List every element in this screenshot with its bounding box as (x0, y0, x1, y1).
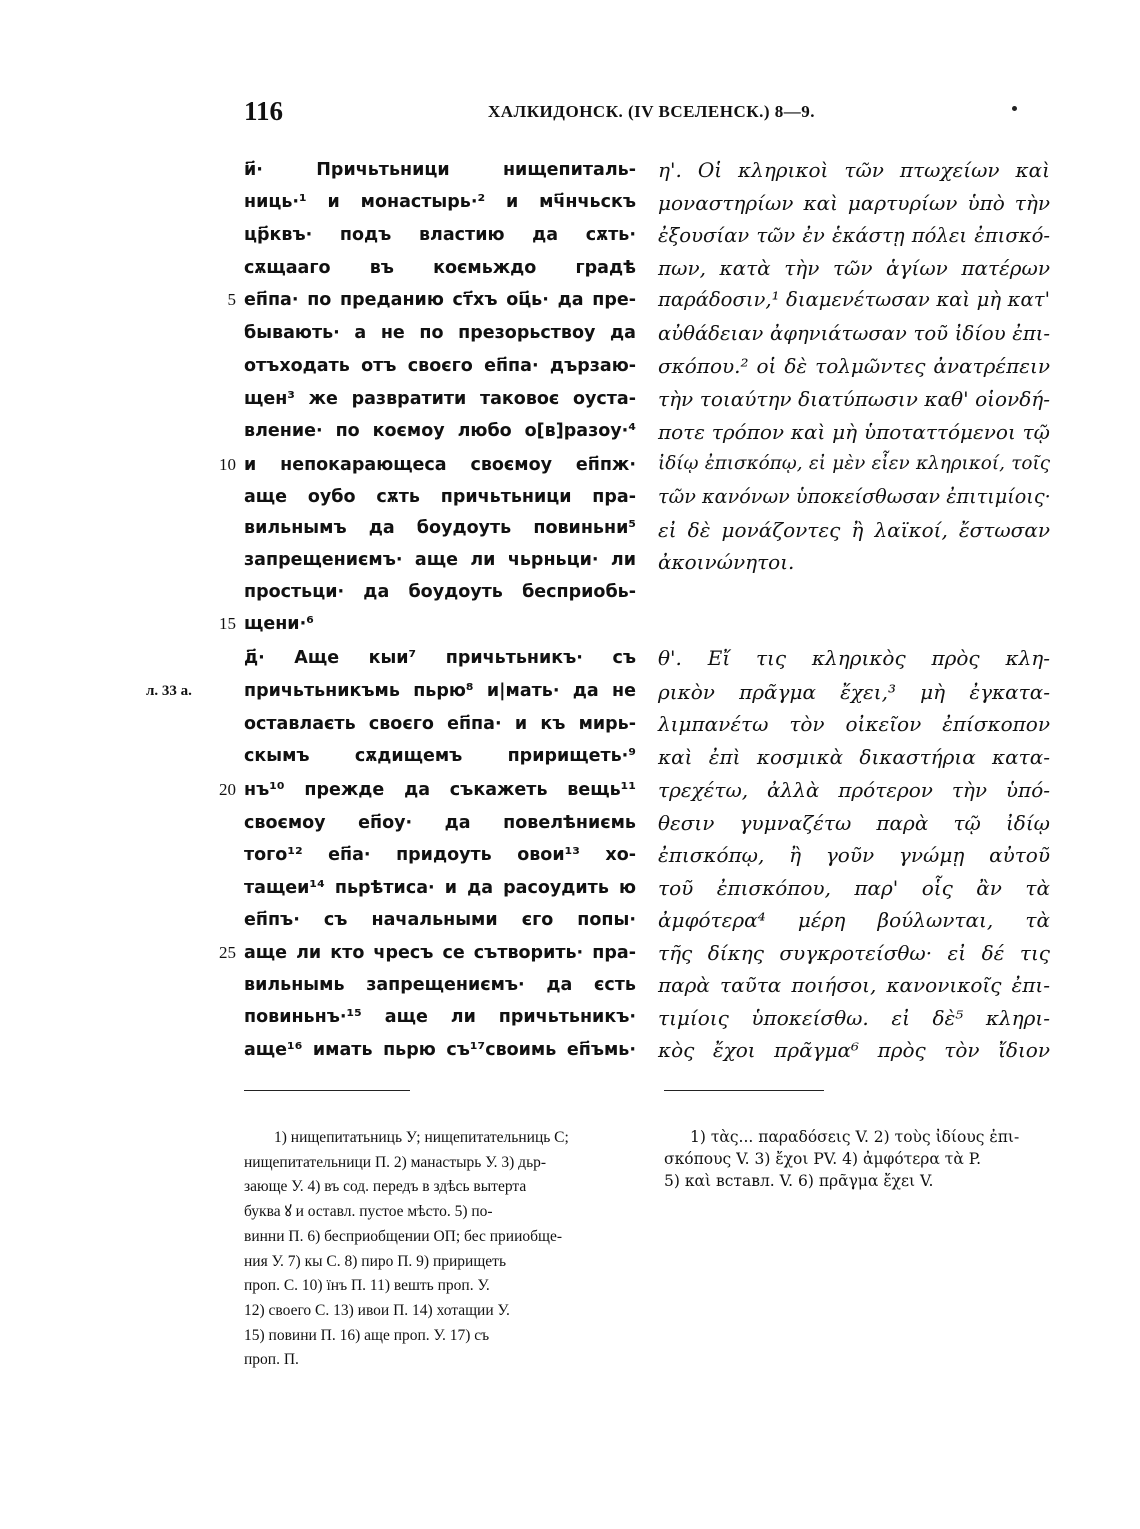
greek9-line: λιμπανέτω τὸν οἰκεῖον ἐπίσκοπον (658, 712, 1050, 736)
greek9-line: θεσιν γυμναζέτω παρὰ τῷ ἰδίῳ (658, 811, 1050, 835)
footnote-line: 12) своего С. 13) ивои П. 14) хотащии У. (244, 1301, 510, 1319)
line-number-20: 20 (219, 780, 236, 799)
greek8-line: τὴν τοιαύτην διατύπωσιν καθ' οἱονδή- (658, 387, 1050, 411)
slav9-line: тащеи¹⁴ пьрѣтиса· и да расоудить ю (244, 878, 636, 898)
footnote-line: зающе У. 4) въ сод. передъ в здѣсь вытерта (244, 1178, 527, 1196)
greek9-line: ἀμφότερα⁴ μέρη βούλωνται, τὰ (658, 908, 1050, 932)
slav9-line: аще¹⁶ имать пьрю съ¹⁷своимь еп҃ъмь· (244, 1040, 636, 1060)
margin-folio-note: л. 33 а. (146, 683, 192, 699)
slav8-line: щен³ же развратити таковоє оустa- (244, 389, 636, 409)
greek9-line: καὶ ἐπὶ κοσμικὰ δικαστήρια κατα- (658, 745, 1050, 769)
slav8-line: аще оубо сѫть причьтьници пра- (244, 487, 636, 507)
slav8-line: вление· по коємоу любо о[в]разоу·⁴ (244, 421, 636, 441)
footnotes-greek (664, 1126, 1052, 1192)
footnote-rule-left (244, 1090, 410, 1091)
slav8-line: отъходать отъ своєго еп҃па· дързаю- (244, 356, 636, 376)
footnote-line: винни П. 6) бесприобщении ОП; бес прииобще- (244, 1227, 562, 1245)
slav8-line: и непокарающеса своємоу еп҃пж· (244, 455, 636, 475)
footnote-line: 5) καὶ вставл. V. 6) πρᾶγμα ἔχει V. (664, 1172, 934, 1190)
greek8-line: αὐθάδειαν ἀφηνιάτωσαν τοῦ ἰδίου ἐπι- (658, 322, 1050, 345)
footnote-line: σκόπους V. 3) ἔχοι PV. 4) ἀμφότερα τὰ P. (664, 1150, 981, 1168)
line-number-25: 25 (219, 943, 236, 962)
greek9-line: τιμίοις ὑποκείσθω. εἰ δὲ⁵ κληρι- (658, 1006, 1050, 1030)
greek8-line: ἀκοινώνητοι. (658, 550, 795, 574)
slav8-line: простьци· да боудоуть бесприобь- (244, 582, 636, 602)
slav8-line: сѫщааго въ коємьждо градѣ (244, 258, 636, 278)
slav8-line: и҃· Причьтьници нищепиталь- (244, 160, 636, 180)
greek9-line: τῆς δίκης συγκροτείσθω· εἰ δέ τις (658, 941, 1050, 965)
footnote-line: ния У. 7) кы С. 8) пиро П. 9) пририщеть (244, 1252, 507, 1270)
greek9-line: κὸς ἔχοι πρᾶγμα⁶ πρὸς τὸν ἴδιον (658, 1038, 1050, 1062)
slav8-line: еп҃па· по преданию ст҃хъ оц҃ь· да пре- (244, 290, 636, 310)
greek9-line: ἐπισκόπῳ, ἢ γοῦν γνώμῃ αὐτοῦ (658, 843, 1050, 867)
slav8-line: запрещениємъ· аще ли чьрньци· ли (244, 550, 636, 570)
slav8-line: ниць·¹ и монастырь·² и мч҃нчьскъ (244, 192, 636, 212)
footnote-line: 1) нищепитатьниць У; нищепитательниць С; (274, 1129, 569, 1146)
greek8-line: ἰδίῳ ἐπισκόπῳ, εἰ μὲν εἶεν κληρικοί, τοῖς (658, 453, 1050, 474)
line-number-5: 5 (227, 290, 236, 309)
greek8-line: ἐξουσίαν τῶν ἐν ἑκάστῃ πόλει ἐπισκό- (658, 224, 1050, 247)
greek9-line: τρεχέτω, ἀλλὰ πρότερον τὴν ὑπό- (658, 778, 1050, 802)
slav8-line: щени·⁶ (244, 614, 314, 634)
line-number-10: 10 (219, 455, 236, 474)
slav9-line: причьтьникъмь пьрю⁸ и|мать· да не (244, 681, 636, 701)
footnote-line: проп. П. (244, 1351, 299, 1369)
footnote-line: нищепитательници П. 2) манастырь У. 3) дьр- (244, 1153, 547, 1171)
slav9-line: д҃· Аще кыи⁷ причьтьникъ· съ (244, 648, 636, 668)
greek-text-column (658, 0, 1050, 1529)
footnotes-slavonic (244, 1126, 638, 1373)
footnote-line: проп. С. 10) їнъ П. 11) вешть проп. У. (244, 1277, 490, 1295)
slav9-line: своємоу еп҃оу· да повелѣниємь (244, 813, 636, 833)
greek8-line: ποτε τρόπον καὶ μὴ ὑποταττόμενοι τῷ (658, 420, 1050, 444)
page-number: 116 (244, 96, 284, 126)
footnote-line: 1) τὰς... παραδόσεις V. 2) τοὺς ἰδίους ἐπι- (690, 1128, 1020, 1146)
greek9-line: παρὰ ταῦτα ποιήσοι, κανονικοῖς ἐπι- (658, 973, 1050, 997)
slav9-line: скымъ сѫдищемъ пририщеть·⁹ (244, 746, 636, 766)
footnote-line: буква ꙋ и оставл. пустое мѣсто. 5) по- (244, 1203, 493, 1221)
greek8-line: σκόπου.² οἱ δὲ τολμῶντες ἀνατρέπειν (658, 354, 1050, 378)
slav9-line: повиньнъ·¹⁵ аще ли причьтьникъ· (244, 1007, 636, 1027)
greek8-line: πων, κατὰ τὴν τῶν ἁγίων πατέρων (658, 256, 1050, 280)
greek8-line: εἰ δὲ μονάζοντες ἢ λαϊκοί, ἔστωσαν (658, 518, 1050, 542)
greek9-line: ρικὸν πρᾶγμα ἔχει,³ μὴ ἐγκατα- (658, 680, 1050, 704)
greek8-line: τῶν κανόνων ὑποκείσθωσαν ἐπιτιμίοις· (658, 485, 1051, 508)
slav8-line: вильнымъ да боудоуть повиньни⁵ (244, 518, 636, 538)
line-number-15: 15 (219, 614, 236, 633)
greek8-line: η'. Οἱ κληρικοὶ τῶν πτωχείων καὶ (658, 158, 1050, 182)
greek9-line: τοῦ ἐπισκόπου, παρ' οἷς ἂν τὰ (658, 876, 1050, 900)
slav9-line: вильнымь запрещениємъ· да єсть (244, 975, 636, 995)
slav9-line: еп҃пъ· съ начальными єго попы· (244, 910, 636, 930)
running-title: ХАЛКИДОНСК. (IV ВСЕЛЕНСК.) 8—9. (488, 102, 815, 121)
slav8-line: бывають· а не по презорьствоу да (244, 323, 636, 343)
greek8-line: παράδοσιν,¹ διαμενέτωσαν καὶ μὴ κατ' (658, 288, 1050, 311)
greek8-line: μοναστηρίων καὶ μαρτυρίων ὑπὸ τὴν (658, 191, 1050, 215)
slav9-line: нъ¹⁰ прежде да съкажеть вещь¹¹ (244, 780, 636, 800)
footnote-line: 15) повини П. 16) аще проп. У. 17) съ (244, 1326, 490, 1344)
slav9-line: оставлаєть своєго еп҃па· и къ мирь- (244, 714, 636, 734)
slav9-line: того¹² еп҃а· придоуть овои¹³ хо- (244, 845, 636, 865)
footnote-rule-right (664, 1090, 824, 1091)
greek9-line: θ'. Εἴ τις κληρικὸς πρὸς κλη- (658, 646, 1050, 670)
slav8-line: цр҃квъ· подъ властию да сѫть· (244, 225, 636, 245)
slav9-line: аще ли кто чресъ се сътворить· пра- (244, 943, 636, 963)
